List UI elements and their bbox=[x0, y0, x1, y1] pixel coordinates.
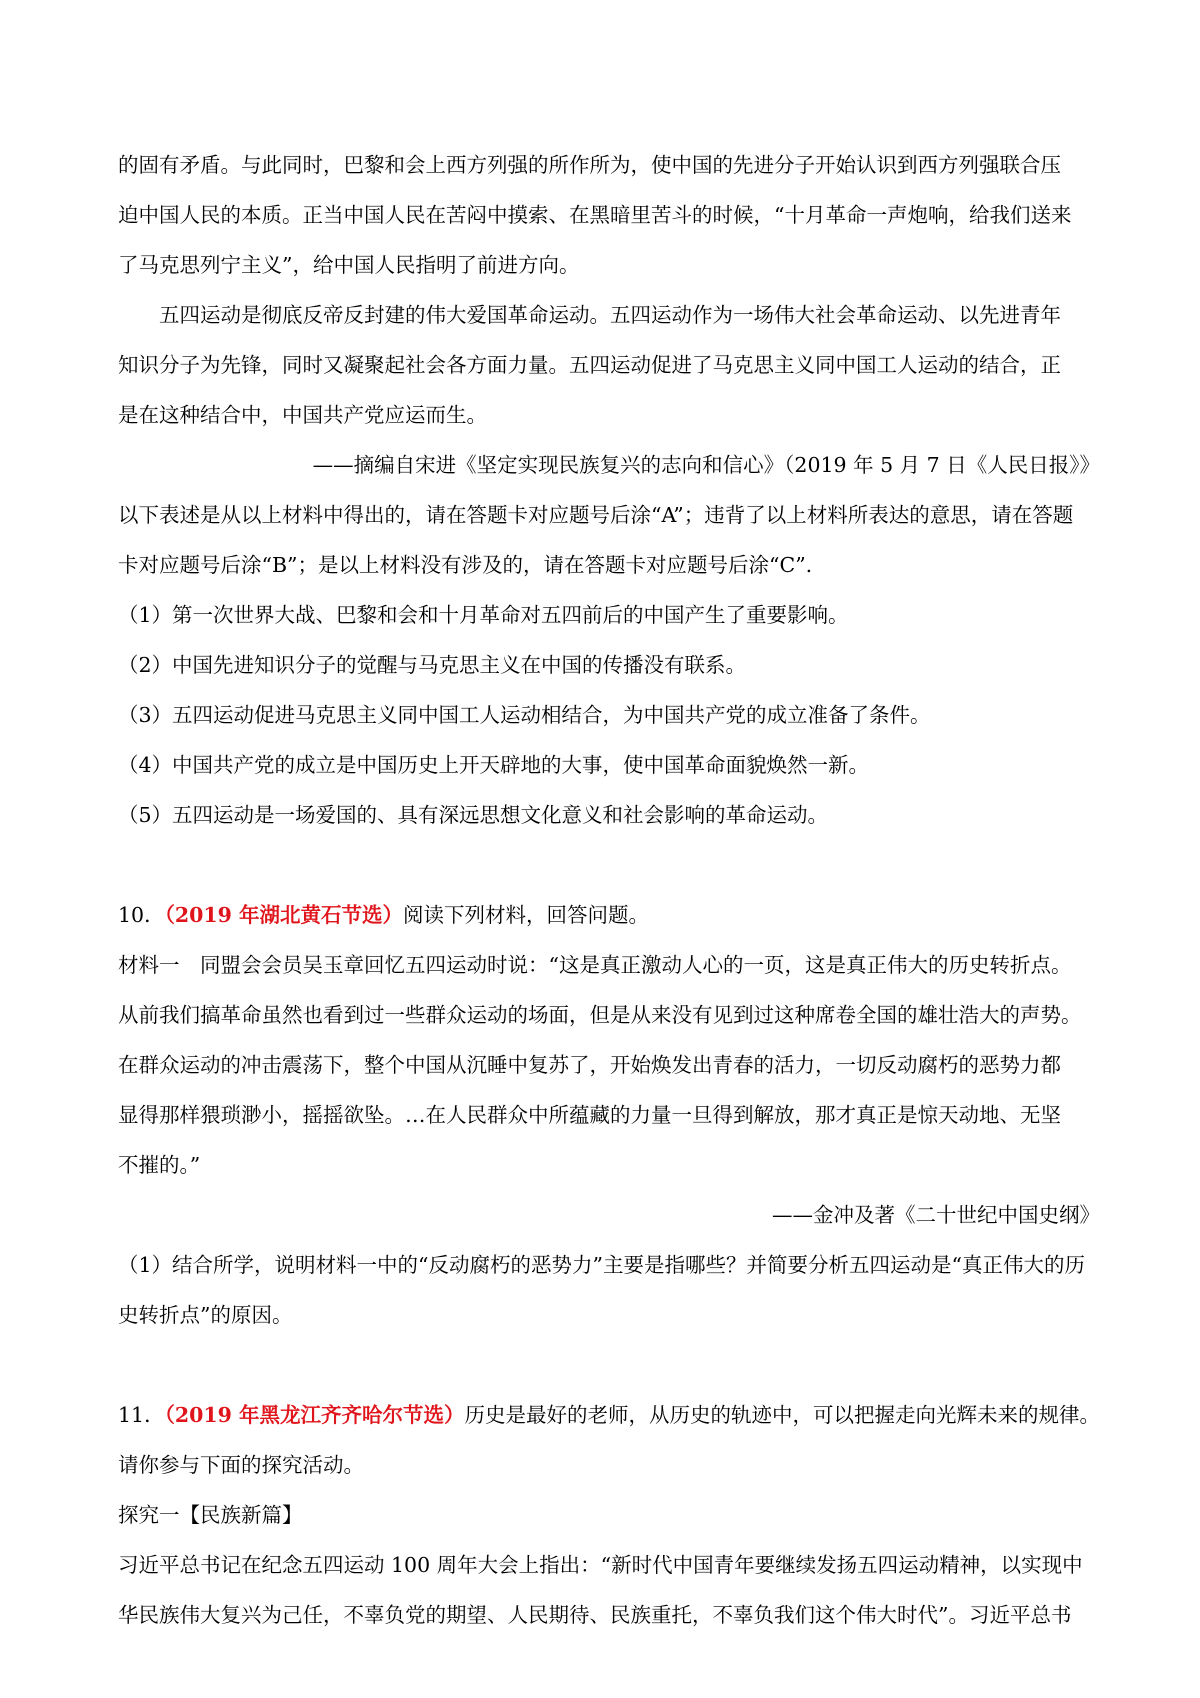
text-line: 华民族伟大复兴为己任，不辜负党的期望、人民期待、民族重托，不辜负我们这个伟大时代”。习近平总书 bbox=[118, 1603, 1072, 1627]
statement-item: （2）中国先进知识分子的觉醒与马克思主义在中国的传播没有联系。 bbox=[118, 653, 747, 677]
source-citation: ——摘编自宋进《坚定实现民族复兴的志向和信心》（2019 年 5 月 7 日《人民日报》》 bbox=[312, 453, 1100, 477]
text-line: 显得那样猥琐渺小，摇摇欲坠。…在人民群众中所蕴藏的力量一旦得到解放，那才真正是惊天动地、无坚 bbox=[118, 1103, 1061, 1127]
text-line: 迫中国人民的本质。正当中国人民在苦闷中摸索、在黑暗里苦斗的时候，“十月革命一声炮响，给我们送来 bbox=[118, 203, 1072, 227]
text-line: 是在这种结合中，中国共产党应运而生。 bbox=[118, 403, 487, 427]
source-citation: ——金冲及著《二十世纪中国史纲》 bbox=[772, 1203, 1100, 1227]
statement-item: （4）中国共产党的成立是中国历史上开天辟地的大事，使中国革命面貌焕然一新。 bbox=[118, 753, 870, 777]
statement-item: （1）第一次世界大战、巴黎和会和十月革命对五四前后的中国产生了重要影响。 bbox=[118, 603, 849, 627]
question-number: 10． bbox=[118, 903, 165, 927]
question-11-header bbox=[118, 1390, 1100, 1440]
question-line: 史转折点”的原因。 bbox=[118, 1303, 293, 1327]
text-line: 五四运动是彻底反帝反封建的伟大爱国革命运动。五四运动作为一场伟大社会革命运动、以先进青年 bbox=[159, 303, 1061, 327]
text-line: 从前我们搞革命虽然也看到过一些群众运动的场面，但是从来没有见到过这种席卷全国的雄壮浩大的声势。 bbox=[118, 1003, 1082, 1027]
text-line: 材料一 同盟会会员吴玉章回忆五四运动时说：“这是真正激动人心的一页，这是真正伟大的历史转折点。 bbox=[118, 953, 1072, 977]
question-source-tag: （2019 年湖北黄石节选） bbox=[164, 903, 404, 927]
text-line: 习近平总书记在纪念五四运动 100 周年大会上指出：“新时代中国青年要继续发扬五四运动精神，以实现中 bbox=[118, 1553, 1083, 1577]
question-number: 11． bbox=[118, 1403, 165, 1427]
question-prompt: 历史是最好的老师，从历史的轨迹中，可以把握走向光辉未来的规律。 bbox=[464, 1403, 1101, 1427]
text-line: 不摧的。” bbox=[118, 1153, 201, 1177]
instruction-line: 卡对应题号后涂“B”；是以上材料没有涉及的，请在答题卡对应题号后涂“C”. bbox=[118, 553, 813, 577]
instruction-line: 以下表述是从以上材料中得出的，请在答题卡对应题号后涂“A”；违背了以上材料所表达的意思，请在答题 bbox=[118, 503, 1074, 527]
statement-item: （5）五四运动是一场爱国的、具有深远思想文化意义和社会影响的革命运动。 bbox=[118, 803, 829, 827]
question-source-tag: （2019 年黑龙江齐齐哈尔节选） bbox=[164, 1403, 465, 1427]
text-line: 知识分子为先锋，同时又凝聚起社会各方面力量。五四运动促进了马克思主义同中国工人运动的结合，正 bbox=[118, 353, 1061, 377]
document-page bbox=[118, 140, 1100, 1640]
text-line: 在群众运动的冲击震荡下，整个中国从沉睡中复苏了，开始焕发出青春的活力，一切反动腐朽的恶势力都 bbox=[118, 1053, 1061, 1077]
question-10-header bbox=[118, 890, 1100, 940]
statement-item: （3）五四运动促进马克思主义同中国工人运动相结合，为中国共产党的成立准备了条件。 bbox=[118, 703, 931, 727]
text-line: 了马克思列宁主义”，给中国人民指明了前进方向。 bbox=[118, 253, 580, 277]
question-line: （1）结合所学，说明材料一中的“反动腐朽的恶势力”主要是指哪些？并简要分析五四运动是“真正伟大的历 bbox=[118, 1253, 1085, 1277]
text-line: 请你参与下面的探究活动。 bbox=[118, 1453, 364, 1477]
section-title: 探究一【民族新篇】 bbox=[118, 1503, 303, 1527]
text-line: 的固有矛盾。与此同时，巴黎和会上西方列强的所作所为，使中国的先进分子开始认识到西方列强联合压 bbox=[118, 153, 1061, 177]
question-prompt: 阅读下列材料，回答问题。 bbox=[403, 903, 650, 927]
